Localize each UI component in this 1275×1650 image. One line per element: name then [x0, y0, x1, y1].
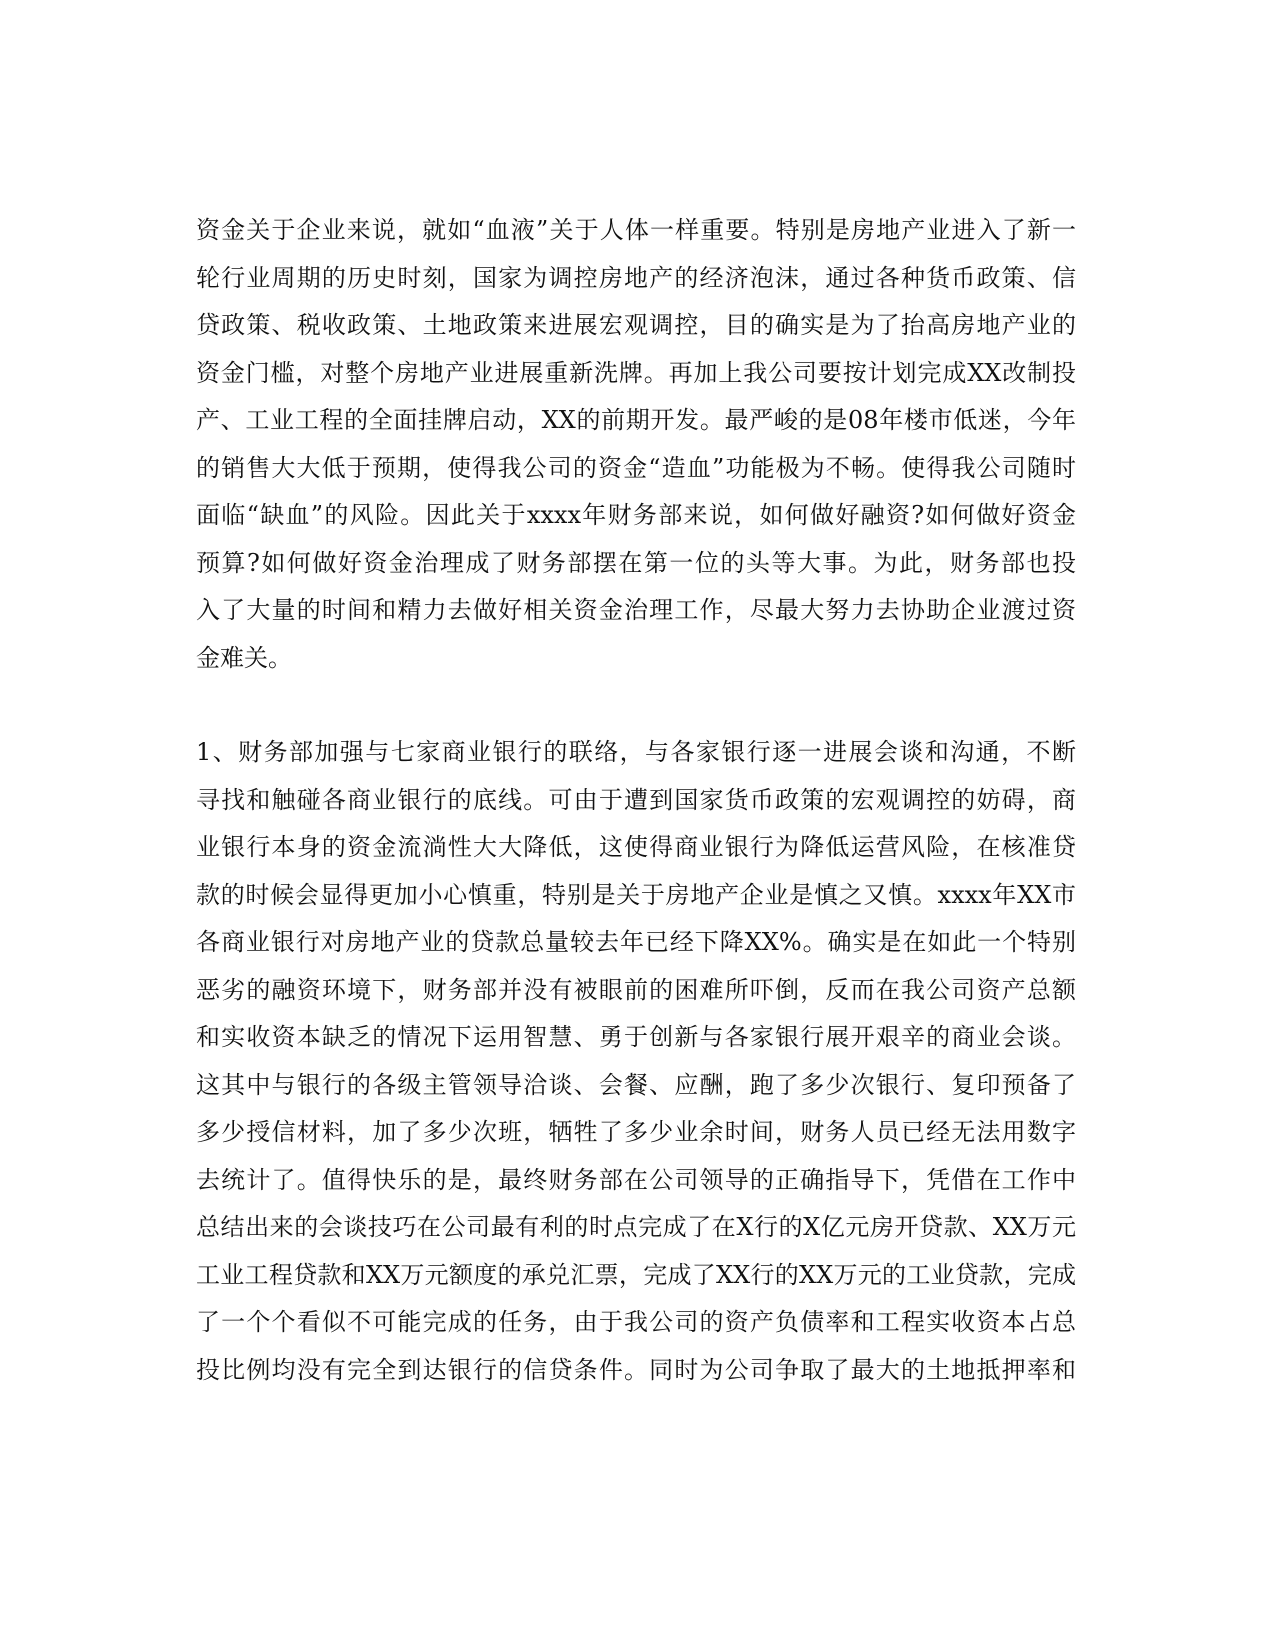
- text-line: 的销售大大低于预期，使得我公司的资金“造血”功能极为不畅。使得我公司随时: [196, 453, 1076, 482]
- text-line: 贷政策、税收政策、土地政策来进展宏观调控，目的确实是为了抬高房地产业的: [196, 311, 1076, 339]
- text-line: 业银行本身的资金流淌性大大降低，这使得商业银行为降低运营风险，在核准贷: [196, 833, 1076, 861]
- text-line: 和实收资本缺乏的情况下运用智慧、勇于创新与各家银行展开艰辛的商业会谈。: [196, 1023, 1076, 1051]
- text-line: 寻找和触碰各商业银行的底线。可由于遭到国家货币政策的宏观调控的妨碍，商: [196, 785, 1076, 814]
- text-line: 总结出来的会谈技巧在公司最有利的时点完成了在X行的X亿元房开贷款、XX万元: [196, 1213, 1076, 1241]
- text-line: 工业工程贷款和XX万元额度的承兑汇票，完成了XX行的XX万元的工业贷款，完成: [196, 1260, 1076, 1289]
- text-line: 各商业银行对房地产业的贷款总量较去年已经下降XX%。确实是在如此一个特别: [196, 928, 1076, 956]
- text-line: 恶劣的融资环境下，财务部并没有被眼前的困难所吓倒，反而在我公司资产总额: [196, 975, 1076, 1004]
- text-line: 这其中与银行的各级主管领导洽谈、会餐、应酬，跑了多少次银行、复印预备了: [196, 1070, 1076, 1099]
- text-line: 去统计了。值得快乐的是，最终财务部在公司领导的正确指导下，凭借在工作中: [196, 1165, 1076, 1194]
- paragraph-intro: [196, 207, 1076, 682]
- text-line: 预算?如何做好资金治理成了财务部摆在第一位的头等大事。为此，财务部也投: [196, 548, 1076, 577]
- text-line: 资金关于企业来说，就如“血液”关于人体一样重要。特别是房地产业进入了新一: [196, 216, 1076, 244]
- text-line: 产、工业工程的全面挂牌启动，XX的前期开发。最严峻的是08年楼市低迷，今年: [196, 406, 1076, 434]
- text-line: 金难关。: [196, 643, 292, 672]
- text-line: 款的时候会显得更加小心慎重，特别是关于房地产企业是慎之又慎。xxxx年XX市: [196, 880, 1076, 909]
- text-line: 面临“缺血”的风险。因此关于xxxx年财务部来说，如何做好融资?如何做好资金: [196, 501, 1076, 529]
- text-line: 多少授信材料，加了多少次班，牺牲了多少业余时间，财务人员已经无法用数字: [196, 1118, 1076, 1146]
- text-line: 1、财务部加强与七家商业银行的联络，与各家银行逐一进展会谈和沟通，不断: [196, 738, 1076, 766]
- text-line: 入了大量的时间和精力去做好相关资金治理工作，尽最大努力去协助企业渡过资: [196, 596, 1076, 624]
- text-line: 投比例均没有完全到达银行的信贷条件。同时为公司争取了最大的土地抵押率和: [196, 1355, 1076, 1384]
- text-line: 轮行业周期的历史时刻，国家为调控房地产的经济泡沫，通过各种货币政策、信: [196, 263, 1076, 292]
- text-line: 了一个个看似不可能完成的任务，由于我公司的资产负债率和工程实收资本占总: [196, 1308, 1076, 1336]
- text-line: 资金门槛，对整个房地产业进展重新洗牌。再加上我公司要按计划完成XX改制投: [196, 358, 1076, 387]
- paragraph-item-1: [196, 729, 1076, 1394]
